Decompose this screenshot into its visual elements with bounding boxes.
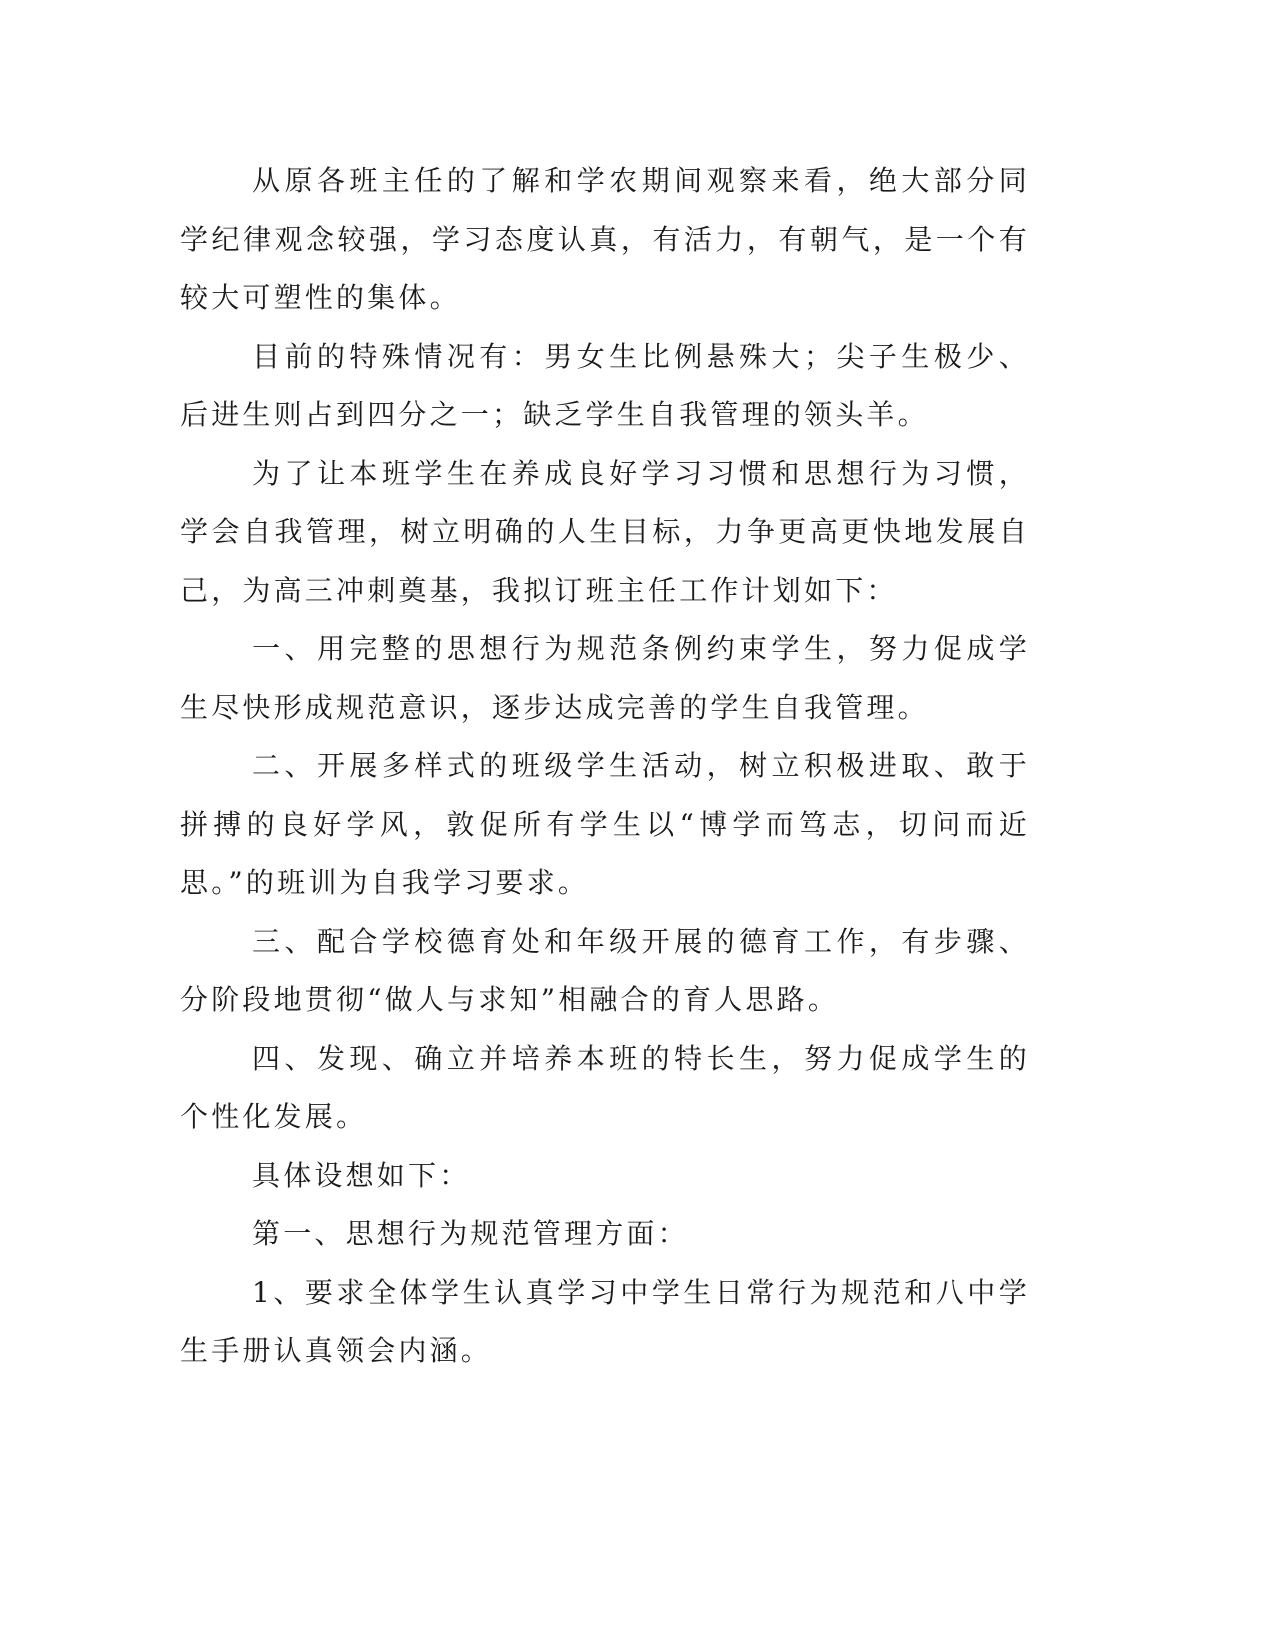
paragraph-goal-four: 四、发现、确立并培养本班的特长生，努力促成学生的个性化发展。 xyxy=(180,1041,1030,1133)
paragraph-goal-three: 三、配合学校德育处和年级开展的德育工作，有步骤、分阶段地贯彻“做人与求知”相融合的育人思路。 xyxy=(180,924,1030,1016)
paragraph-specific-ideas: 具体设想如下： xyxy=(252,1158,471,1192)
document-body xyxy=(180,152,1030,1381)
paragraph-special-situation: 目前的特殊情况有：男女生比例悬殊大；尖子生极少、后进生则占到四分之一；缺乏学生自我管理的领头羊。 xyxy=(180,339,1030,431)
paragraph-goal-one: 一、用完整的思想行为规范条例约束学生，努力促成学生尽快形成规范意识，逐步达成完善的学生自我管理。 xyxy=(180,632,1030,724)
paragraph-plan-intro: 为了让本班学生在养成良好学习习惯和思想行为习惯，学会自我管理，树立明确的人生目标，力争更高更快地发展自己，为高三冲刺奠基，我拟订班主任工作计划如下： xyxy=(180,456,1030,607)
paragraph-item-one: 1、要求全体学生认真学习中学生日常行为规范和八中学生手册认真领会内涵。 xyxy=(180,1275,1030,1367)
paragraph-goal-two: 二、开展多样式的班级学生活动，树立积极进取、敢于拼搏的良好学风，敦促所有学生以“博学而笃志，切问而近思。”的班训为自我学习要求。 xyxy=(180,749,1030,899)
paragraph-class-overview: 从原各班主任的了解和学农期间观察来看，绝大部分同学纪律观念较强，学习态度认真，有活力，有朝气，是一个有较大可塑性的集体。 xyxy=(180,164,1030,314)
paragraph-section-heading: 第一、思想行为规范管理方面： xyxy=(252,1217,689,1250)
